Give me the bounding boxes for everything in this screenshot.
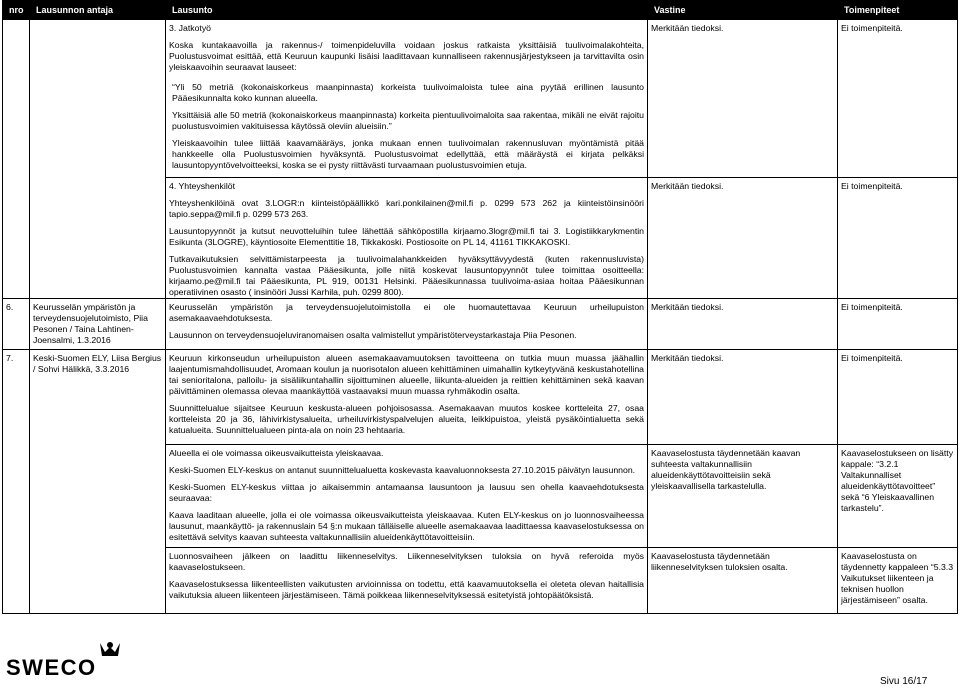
statement-table <box>2 0 958 614</box>
header-lausunto: Lausunto <box>166 1 648 20</box>
vastine-text: Merkitään tiedoksi. <box>651 353 724 363</box>
cell-nro <box>3 20 30 299</box>
header-antaja: Lausunnon antaja <box>30 1 166 20</box>
cell-nro <box>3 350 30 614</box>
row-number: 7. <box>6 353 14 363</box>
vastine-text: Kaavaselostusta täydennetään kaavan suhteesta valtakunnallisiin alueidenkäyttötavoitteisiin sekä yleiskaavallisella tarkastelulla. <box>651 448 801 491</box>
paragraph: Alueella ei ole voimassa oikeusvaikutteista yleiskaavaa. <box>169 448 384 458</box>
cell-toimenpiteet <box>838 350 958 445</box>
cell-lausunto <box>166 350 648 445</box>
cell-toimenpiteet <box>838 445 958 548</box>
toimenpiteet-text: Ei toimenpiteitä. <box>841 181 903 191</box>
vastine-text: Merkitään tiedoksi. <box>651 23 724 33</box>
table-row <box>3 20 958 178</box>
statement-giver: Keurusselän ympäristön ja terveydensuojelutoimisto, Piia Pesonen / Taina Lahtinen-Joensalmi, 1.3.2016 <box>33 302 148 345</box>
page-number: Sivu 16/17 <box>880 676 928 687</box>
section-heading: 4. Yhteyshenkilöt <box>169 181 236 191</box>
cell-vastine <box>648 20 838 178</box>
paragraph: Koska kuntakaavoilla ja rakennus-/ toimenpideluvilla voidaan joskus ratkaista yksittäisiä tuulivoimalakohteita, Puolustusvoimat esittää, että Keuruun kaupunki lisäisi laadittavaan kunnalliseen rakennusjärjestykseen ja tarvittavilta osin yleiskaavoihin seuraavat lauseet: <box>169 40 644 72</box>
cell-antaja <box>30 20 166 299</box>
table-row <box>3 350 958 445</box>
paragraph: Keurusselän ympäristön ja terveydensuojelutoimistolla ei ole huomautettavaa Keuruun urheilupuiston asemakaavaehdotuksesta. <box>169 302 644 323</box>
cell-toimenpiteet <box>838 548 958 614</box>
paragraph: Kaava laaditaan alueelle, jolla ei ole voimassa oikeusvaikutteista yleiskaavaa. Kuten ELY-keskus on jo luonnosvaiheessa lausunut, maankäyttö- ja rakennuslain 54 §:n mukaan tälläiselle alueelle asemakaavaa laadittaessa kaavaselostuksessa on esitettävä selvitys kaavan suhteesta valtakunnallisiin alueidenkäyttötavoitteisiin. <box>169 510 644 542</box>
quoted-paragraph: Yksittäisiä alle 50 metriä (kokonaiskorkeus maanpinnasta) korkeita pientuulivoimaloita saa rakentaa, mikäli ne eivät rajoitu puolustusvoimien vakituisessa käytössä oleviin alueisiin.” <box>172 110 644 131</box>
paragraph: Suunnittelualue sijaitsee Keuruun keskusta-alueen pohjoisosassa. Asemakaavan muutos koskee kortteleita 27, osaa kortteleista 20 ja 36, lähivirkistysalueita, urheiluvirkistyspalvelujen alueita, leikkipuistoa, yleistä pysäköintialuetta sekä katualueita. Suunnittelualueen pinta-ala on noin 23 hehtaaria. <box>169 403 644 435</box>
vastine-text: Merkitään tiedoksi. <box>651 302 724 312</box>
cell-vastine <box>648 299 838 350</box>
cell-toimenpiteet <box>838 20 958 178</box>
paragraph: Tutkavaikutuksien selvittämistarpeesta ja tuulivoimalahankkeiden hyväksyttävyydestä (kuten rakennusluvista) Puolustusvoimien kannalta vastaa Pääesikunta, jolle niitä koskevat lausuntopyynnöt tulee toimittaa osoitteella: kirjaamo.pe@mil.fi tai Pääesikunta, PL 919, 00131 Helsinki. Pääesikunnassa tuulivoima-asiaa hoitaa Pääesikunnan operatiivinen osasto ( insinööri Jussi Karhila, puh. 0299 800). <box>169 254 644 297</box>
cell-lausunto <box>166 445 648 548</box>
vastine-text: Kaavaselostusta täydennetään liikenneselvityksen tuloksien osalta. <box>651 551 788 572</box>
cell-antaja <box>30 350 166 614</box>
paragraph: Yleiskaavoihin tulee liittää kaavamääräys, jonka mukaan ennen tuulivoimalan rakennusluvan myöntämistä pitää hankkeelle olla Puolustusvoimien hyväksyntä. Puolustusvoimat edellyttää, että määräystä ei kirjata pelkäksi lausuntopyyntövelvoitteeksi, koska se ei pysty riittävästi turvaamaan puolustusvoimien etuja. <box>172 138 644 170</box>
vastine-text: Merkitään tiedoksi. <box>651 181 724 191</box>
table-row <box>3 299 958 350</box>
header-toimenpiteet: Toimenpiteet <box>838 1 958 20</box>
toimenpiteet-text: Ei toimenpiteitä. <box>841 23 903 33</box>
cell-vastine <box>648 350 838 445</box>
cell-nro <box>3 299 30 350</box>
cell-toimenpiteet <box>838 299 958 350</box>
cell-vastine <box>648 178 838 299</box>
row-number: 6. <box>6 302 14 312</box>
header-nro: nro <box>3 1 30 20</box>
statement-table-frame <box>2 0 957 605</box>
quoted-paragraph: “Yli 50 metriä (kokonaiskorkeus maanpinnasta) korkeista tuulivoimaloista tulee aina pyytää erillinen lausunto Pääesikunnalta koko kunnan alueella. <box>172 82 644 103</box>
sweco-logo <box>6 637 128 685</box>
paragraph: Yhteyshenkilöinä ovat 3.LOGR:n kiinteistöpäällikkö kari.ponkilainen@mil.fi p. 0299 573 262 ja kiinteistöinsinööri tapio.seppa@mil.fi p. 0299 573 263. <box>169 198 644 219</box>
sweco-logo-text: SWECO <box>6 655 97 680</box>
cell-toimenpiteet <box>838 178 958 299</box>
table-header-row <box>3 1 958 20</box>
paragraph: Kaavaselostuksessa liikenteellisten vaikutusten arvioinnissa on todettu, että kaavamuutoksella ei oleteta olevan haitallisia vaikutuksia alueen liikenteen järjestämiseen. Tämä poikkeaa liikenneselvityksessä esitetyistä johtopäätöksistä. <box>169 579 644 600</box>
paragraph: Keski-Suomen ELY-keskus on antanut suunnittelualuetta koskevasta kaavaluonnoksesta 27.10.2015 päivätyn lausunnon. <box>169 465 636 475</box>
paragraph: Lausuntopyynnöt ja kutsut neuvotteluihin tulee lähettää sähköpostilla kirjaamo.3logr@mil.fi tai 3. Logistiikkarykmentin Esikunta (3LOGRE), käyntiosoite Elementtitie 18, Tikkakoski. Postiosoite on PL 14, 41161 TIKKAKOSKI. <box>169 226 644 247</box>
paragraph: Keuruun kirkonseudun urheilupuiston alueen asemakaavamuutoksen tavoitteena on tutkia muun muassa jäähallin laajentumismahdollisuudet, Aromaan koulun ja nuorisotalon alueen kehittäminen uimahallin kytkeytyvänä keskustahotellina tai senioritalona, palloilu- ja sisäliikuntahallin sijoittuminen alueelle, liikunta-alueiden ja reittien kehittäminen sekä kaavan päivittäminen olemassa olevaa maankäyttöä vastaavaksi muun muassa ryhmäkodin osalta. <box>169 353 644 396</box>
paragraph: Keski-Suomen ELY-keskus viittaa jo aikaisemmin antamaansa lausuntoon ja lausuu sen ohella kaavaehdotuksesta seuraavaa: <box>169 482 644 503</box>
paragraph: Luonnosvaiheen jälkeen on laadittu liikenneselvitys. Liikenneselvityksen tuloksia on hyvä referoida myös kaavaselostukseen. <box>169 551 644 572</box>
paragraph: Lausunnon on terveydensuojeluviranomaisen osalta valmistellut ympäristöterveystarkastaja Piia Pesonen. <box>169 330 577 340</box>
cell-vastine <box>648 445 838 548</box>
toimenpiteet-text: Kaavaselostusta on täydennetty kappaleen “5.3.3 Vaikutukset liikenteen ja teknisen huollon järjestämiseen” osalta. <box>841 551 954 605</box>
cell-vastine <box>648 548 838 614</box>
toimenpiteet-text: Kaavaselostukseen on lisätty kappale: “3.2.1 Valtakunnalliset alueidenkäyttötavoitteet” sekä “6 Yleiskaavallinen tarkastelu”. <box>841 448 954 513</box>
cell-antaja <box>30 299 166 350</box>
statement-giver: Keski-Suomen ELY, Liisa Bergius / Sohvi Hälikkä, 3.3.2016 <box>33 353 162 374</box>
toimenpiteet-text: Ei toimenpiteitä. <box>841 353 903 363</box>
cell-lausunto <box>166 178 648 299</box>
header-vastine: Vastine <box>648 1 838 20</box>
cell-lausunto <box>166 548 648 614</box>
cell-lausunto <box>166 20 648 178</box>
toimenpiteet-text: Ei toimenpiteitä. <box>841 302 903 312</box>
sweco-logo-mark <box>6 637 128 685</box>
section-heading: 3. Jatkotyö <box>169 23 212 33</box>
cell-lausunto <box>166 299 648 350</box>
